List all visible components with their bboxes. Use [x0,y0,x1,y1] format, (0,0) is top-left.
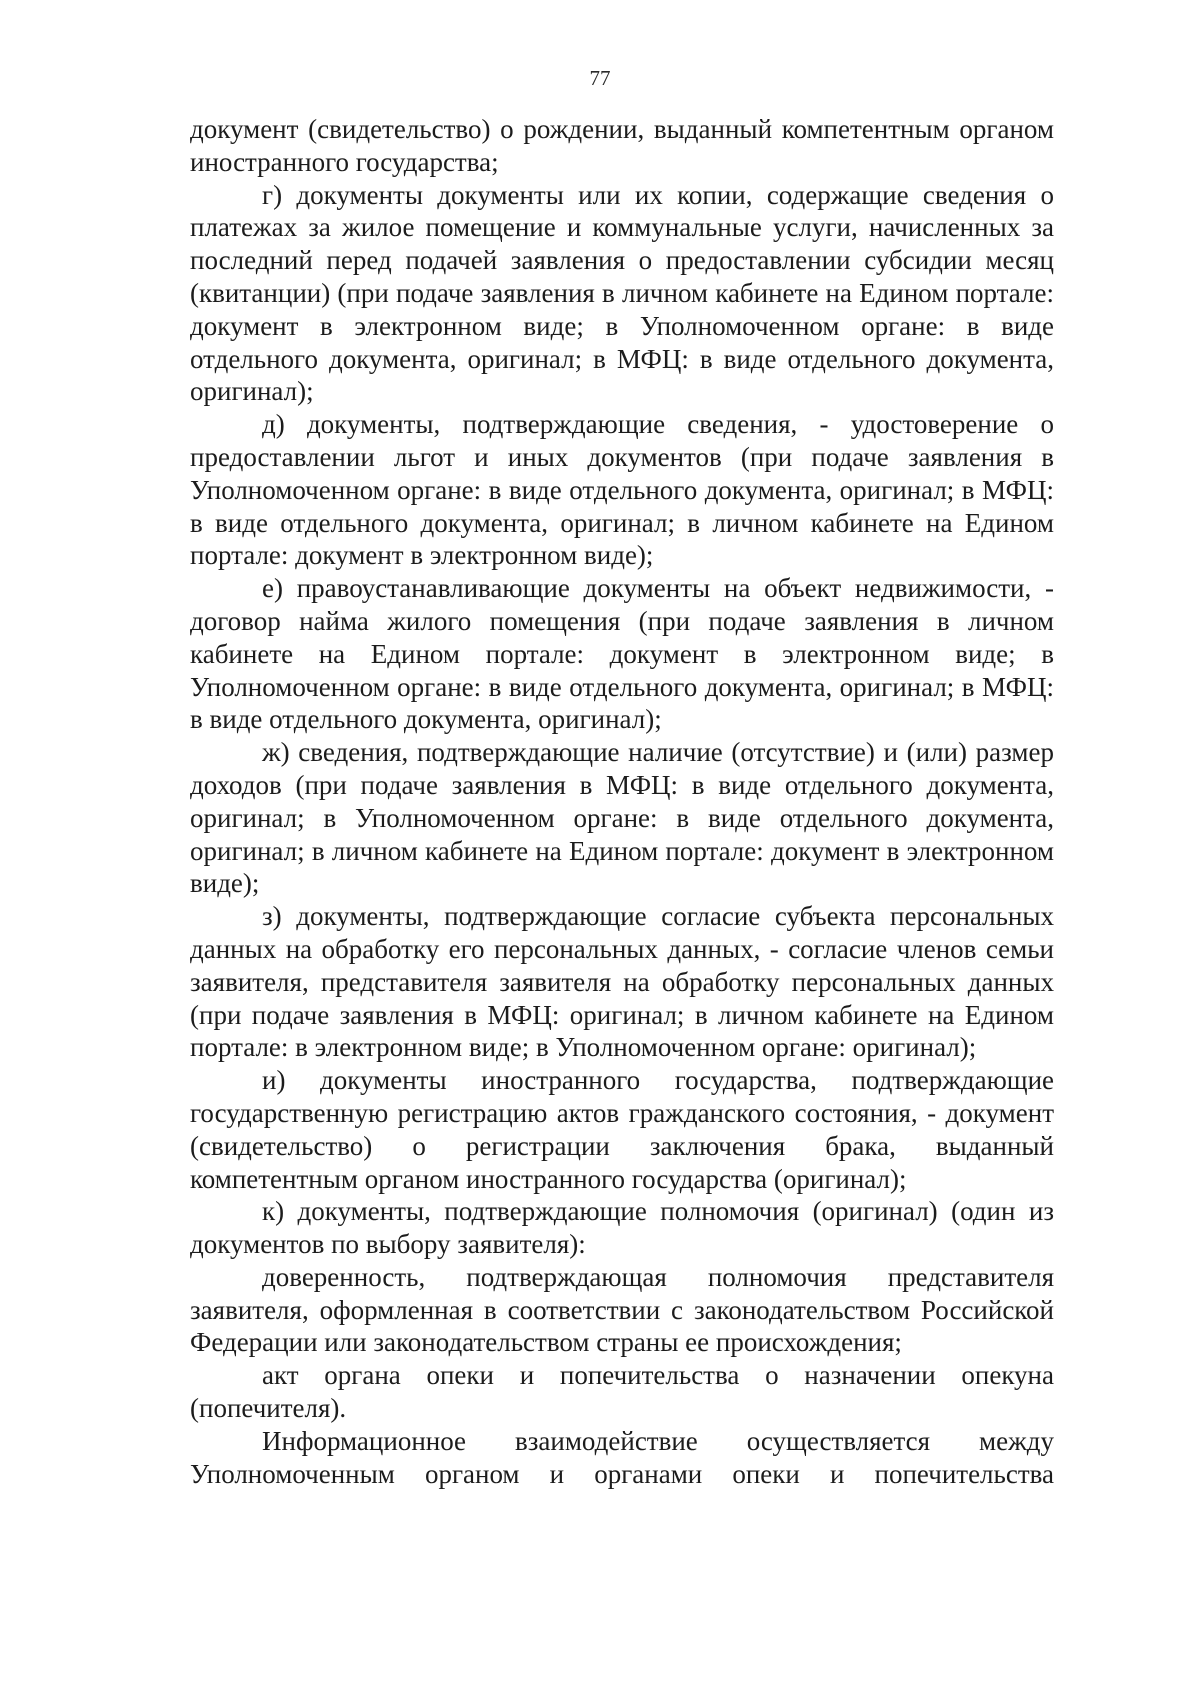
paragraph-item-k: к) документы, подтверждающие полномочия (оригинал) (один из документов по выбору заявителя): [190,1196,1054,1260]
paragraph-information-interaction: Информационное взаимодействие осуществляется между Уполномоченным органом и органами опеки и попечительства [190,1425,1054,1489]
paragraph-power-of-attorney: доверенность, подтверждающая полномочия представителя заявителя, оформленная в соответствии с законодательством Российской Федерации или законодательством страны ее происхождения; [190,1261,1054,1358]
page-number: 77 [589,66,611,90]
paragraph-guardianship-act: акт органа опеки и попечительства о назначении опекуна (попечителя). [190,1360,1054,1424]
paragraph-item-e: е) правоустанавливающие документы на объект недвижимости, - договор найма жилого помещения (при подаче заявления в личном кабинете на Едином портале: документ в электронном виде; в Уполномоченном органе: в виде отдельного документа, оригинал; в МФЦ: в виде отдельного документа, оригинал); [190,573,1054,735]
paragraph-item-g: г) документы документы или их копии, содержащие сведения о платежах за жилое помещение и коммунальные услуги, начисленных за последний перед подачей заявления о предоставлении субсидии месяц (квитанции) (при подаче заявления в личном кабинете на Едином портале: документ в электронном виде; в Уполномоченном органе: в виде отдельного документа, оригинал; в МФЦ: в виде отдельного документа, оригинал); [190,179,1054,407]
paragraph-item-z: з) документы, подтверждающие согласие субъекта персональных данных на обработку его персональных данных, - согласие членов семьи заявителя, представителя заявителя на обработку персональных данных (при подаче заявления в МФЦ: оригинал; в личном кабинете на Едином портале: в электронном виде; в Уполномоченном органе: оригинал); [190,901,1054,1063]
paragraph-item-d: д) документы, подтверждающие сведения, - удостоверение о предоставлении льгот и иных документов (при подаче заявления в Уполномоченном органе: в виде отдельного документа, оригинал; в МФЦ: в виде отдельного документа, оригинал; в личном кабинете на Едином портале: документ в электронном виде); [190,409,1054,571]
paragraph-item-zh: ж) сведения, подтверждающие наличие (отсутствие) и (или) размер доходов (при подаче заявления в МФЦ: в виде отдельного документа, оригинал; в Уполномоченном органе: в виде отдельного документа, оригинал; в личном кабинете на Едином портале: документ в электронном виде); [190,737,1054,899]
paragraph-birth-certificate: документ (свидетельство) о рождении, выданный компетентным органом иностранного государства; [190,114,1054,177]
paragraph-item-i: и) документы иностранного государства, подтверждающие государственную регистрацию актов гражданского состояния, - документ (свидетельство) о регистрации заключения брака, выданный компетентным органом иностранного государства (оригинал); [190,1065,1054,1194]
document-body [190,113,1054,1490]
